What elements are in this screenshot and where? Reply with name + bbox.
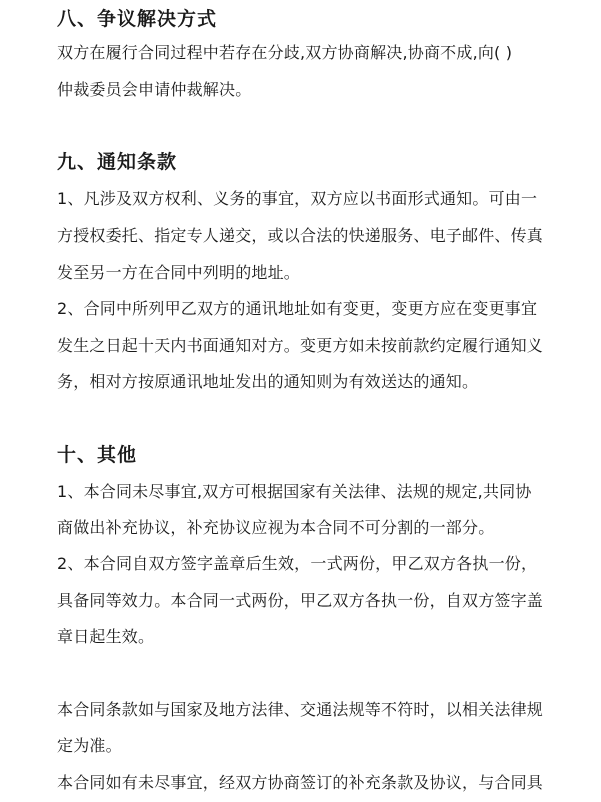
closing-line-3: 本合同如有未尽事宜，经双方协商签订的补充条款及协议，与合同具 (57, 773, 544, 792)
section-10-line-2: 商做出补充协议，补充协议应视为本合同不可分割的一部分。 (57, 518, 495, 537)
section-8-line-1: 双方在履行合同过程中若存在分歧,双方协商解决,协商不成,向( ) (57, 43, 513, 62)
section-9-line-3: 发至另一方在合同中列明的地址。 (57, 263, 301, 282)
section-9-line-2: 方授权委托、指定专人递交，或以合法的快递服务、电子邮件、传真 (57, 226, 544, 245)
section-9-line-1: 1、凡涉及双方权利、义务的事宜，双方应以书面形式通知。可由一 (57, 189, 538, 208)
closing-line-2: 定为准。 (57, 736, 122, 755)
section-8-heading: 八、争议解决方式 (57, 8, 218, 30)
section-9-line-4: 2、合同中所列甲乙双方的通讯地址如有变更，变更方应在变更事宜 (57, 299, 538, 318)
section-9-line-5: 发生之日起十天内书面通知对方。变更方如未按前款约定履行通知义 (57, 336, 544, 355)
section-9-heading: 九、通知条款 (57, 151, 178, 173)
section-10-heading: 十、其他 (57, 444, 138, 466)
section-10-line-5: 章日起生效。 (57, 627, 155, 646)
section-10-line-1: 1、本合同未尽事宜,双方可根据国家有关法律、法规的规定,共同协 (57, 482, 532, 501)
section-10-line-3: 2、本合同自双方签字盖章后生效，一式两份，甲乙双方各执一份， (57, 554, 538, 573)
section-10-line-4: 具备同等效力。本合同一式两份，甲乙双方各执一份，自双方签字盖 (57, 591, 544, 610)
section-8-line-2: 仲裁委员会申请仲裁解决。 (57, 80, 252, 99)
section-9-line-6: 务，相对方按原通讯地址发出的通知则为有效送达的通知。 (57, 372, 479, 391)
closing-line-1: 本合同条款如与国家及地方法律、交通法规等不符时，以相关法律规 (57, 700, 544, 719)
